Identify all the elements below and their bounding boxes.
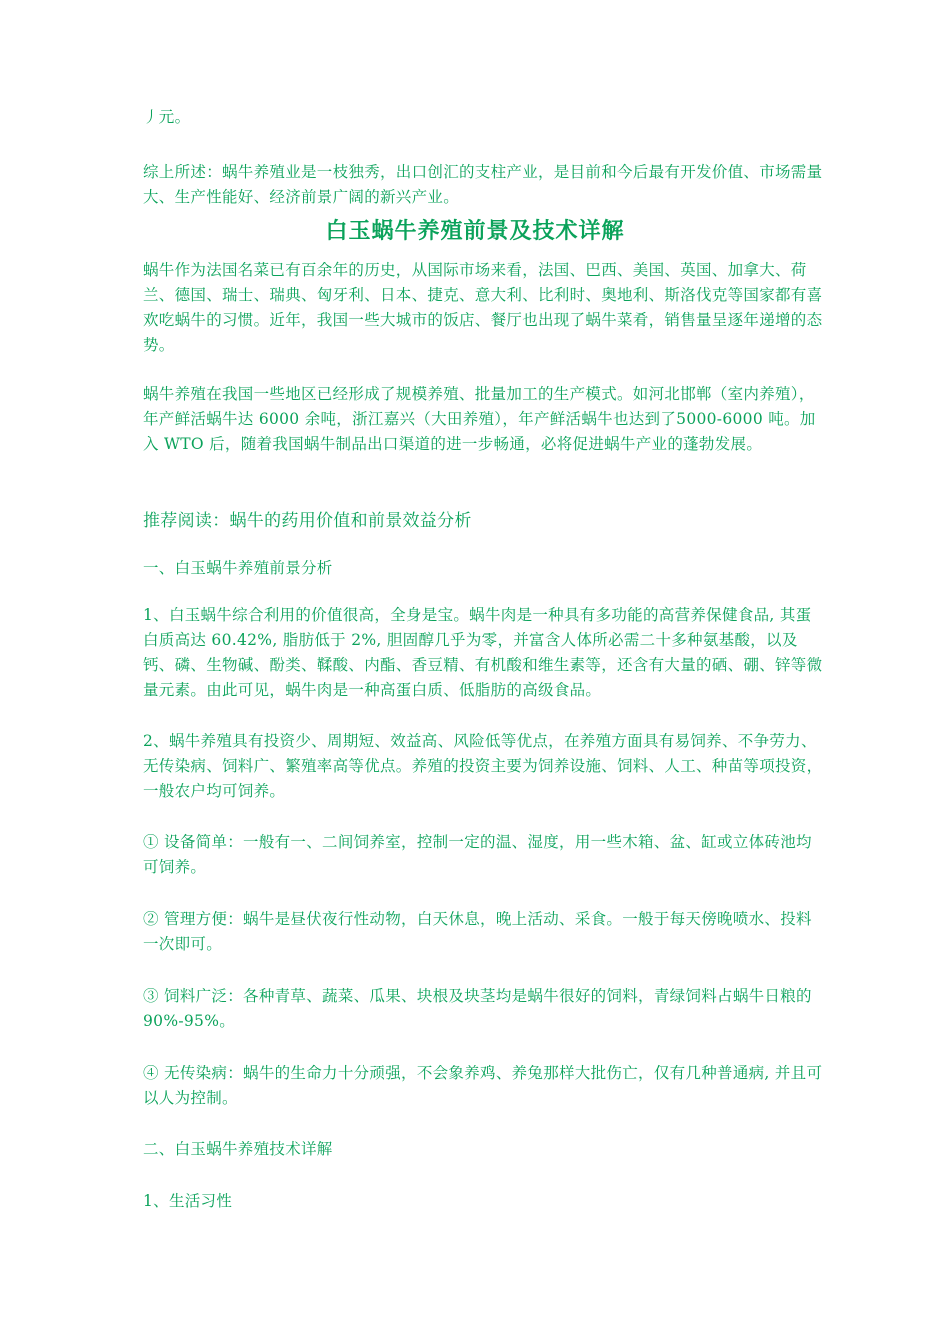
document-title: 白玉蜗牛养殖前景及技术详解 (325, 218, 625, 244)
intro-paragraph-1: 蜗牛作为法国名菜已有百余年的历史，从国际市场来看，法国、巴西、美国、英国、加拿大、荷兰、德国、瑞士、瑞典、匈牙利、日本、捷克、意大利、比利时、奥地利、斯洛伐克等国家都有喜欢吃蜗牛的习惯。近年，我国一些大城市的饭店、餐厅也出现了蜗牛菜肴，销售量呈逐年递增的态势。 (143, 261, 823, 354)
summary-paragraph: 综上所述：蜗牛养殖业是一枝独秀，出口创汇的支柱产业，是目前和今后最有开发价值、市场需量大、生产性能好、经济前景广阔的新兴产业。 (143, 163, 823, 206)
section-heading-1: 一、白玉蜗牛养殖前景分析 (143, 559, 333, 577)
point-paragraph-1: 1、白玉蜗牛综合利用的价值很高，全身是宝。蜗牛肉是一种具有多功能的高营养保健食品, 其蛋白质高达 60.42%, 脂肪低于 2%, 胆固醇几乎为零，并富含人体所必需二十多种氨基酸，以及钙、磷、生物碱、酚类、鞣酸、内酯、香豆精、有机酸和维生素等，还含有大量的硒、硼、锌等微量元素。由此可见，蜗牛肉是一种高蛋白质、低脂肪的高级食品。 (143, 606, 823, 699)
sub-point-4: ④ 无传染病：蜗牛的生命力十分顽强，不会象养鸡、养兔那样大批伤亡，仅有几种普通病, 并且可以人为控制。 (143, 1064, 823, 1107)
sub-point-1: ① 设备简单：一般有一、二间饲养室，控制一定的温、湿度，用一些木箱、盆、缸或立体砖池均可饲养。 (143, 833, 812, 876)
habit-heading: 1、生活习性 (143, 1192, 233, 1210)
fragment-text: 丿元。 (143, 108, 191, 126)
intro-paragraph-2: 蜗牛养殖在我国一些地区已经形成了规模养殖、批量加工的生产模式。如河北邯郸（室内养殖），年产鲜活蜗牛达 6000 余吨，浙江嘉兴（大田养殖），年产鲜活蜗牛也达到了5000-6000 吨。加入 WTO 后，随着我国蜗牛制品出口渠道的进一步畅通，必将促进蜗牛产业的蓬勃发展。 (143, 385, 816, 453)
section-heading-2: 二、白玉蜗牛养殖技术详解 (143, 1140, 333, 1158)
sub-point-2: ② 管理方便：蜗牛是昼伏夜行性动物，白天休息，晚上活动、采食。一般于每天傍晚喷水、投料一次即可。 (143, 910, 812, 953)
sub-point-3: ③ 饲料广泛：各种青草、蔬菜、瓜果、块根及块茎均是蜗牛很好的饲料，青绿饲料占蜗牛日粮的 90%-95%。 (143, 987, 812, 1030)
point-paragraph-2: 2、蜗牛养殖具有投资少、周期短、效益高、风险低等优点，在养殖方面具有易饲养、不争劳力、无传染病、饲料广、繁殖率高等优点。养殖的投资主要为饲养设施、饲料、人工、种苗等项投资，一般农户均可饲养。 (143, 732, 823, 800)
recommend-reading: 推荐阅读：蜗牛的药用价值和前景效益分析 (143, 511, 472, 531)
